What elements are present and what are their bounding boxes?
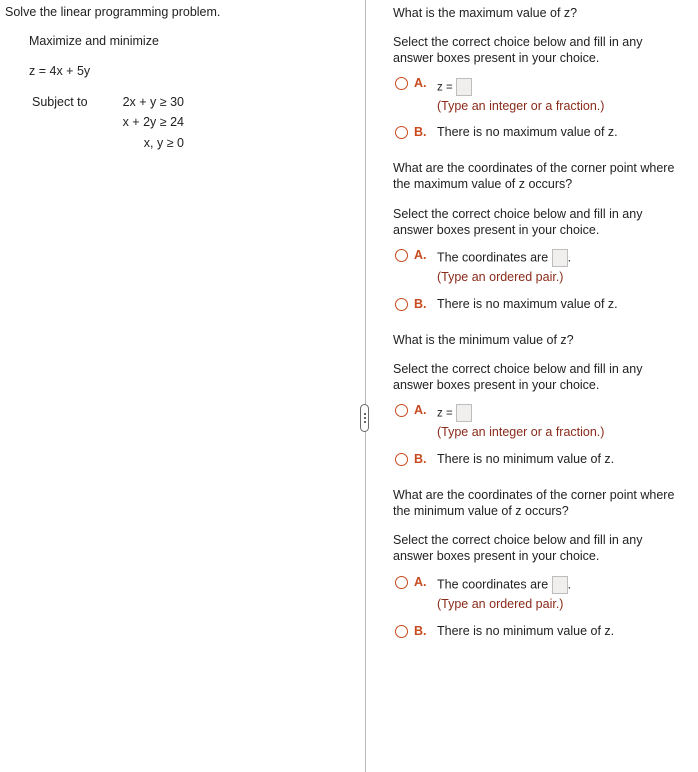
min-point-hint: (Type an ordered pair.) — [437, 597, 564, 611]
min-value-hint: (Type an integer or a fraction.) — [437, 425, 605, 439]
constraint-2: x + 2y ≥ 24 — [122, 115, 184, 129]
min-point-option-b-letter: B. — [414, 624, 427, 638]
problem-title: Solve the linear programming problem. — [5, 5, 221, 19]
z-label: z = — [437, 407, 453, 420]
min-value-prompt: What is the minimum value of z? — [393, 333, 574, 347]
min-value-option-a — [437, 404, 472, 422]
question-pane — [366, 0, 698, 772]
constraint-1: 2x + y ≥ 30 — [122, 95, 184, 109]
max-point-option-a — [437, 249, 571, 267]
max-value-answer-box[interactable] — [456, 78, 472, 96]
max-value-hint: (Type an integer or a fraction.) — [437, 99, 605, 113]
max-value-option-a-letter: A. — [414, 76, 427, 90]
max-point-prompt: What are the coordinates of the corner point where the maximum value of z occurs? — [393, 161, 675, 191]
max-point-option-b-letter: B. — [414, 297, 427, 311]
min-value-option-b-text: There is no minimum value of z. — [437, 452, 615, 466]
min-point-option-a-letter: A. — [414, 575, 427, 589]
period: . — [567, 577, 572, 592]
max-value-option-b-letter: B. — [414, 125, 427, 139]
max-point-option-b-text: There is no maximum value of z. — [437, 297, 618, 311]
coordinates-label: The coordinates are — [437, 250, 549, 265]
max-point-hint: (Type an ordered pair.) — [437, 270, 564, 284]
min-value-option-a-radio[interactable] — [395, 404, 408, 417]
coordinates-label: The coordinates are — [437, 577, 549, 592]
max-value-instruction: Select the correct choice below and fill in any answer boxes present in your choice. — [393, 35, 643, 65]
min-point-option-a-radio[interactable] — [395, 576, 408, 589]
min-point-option-b-text: There is no minimum value of z. — [437, 624, 615, 638]
min-point-answer-box[interactable] — [552, 576, 568, 594]
min-value-answer-box[interactable] — [456, 404, 472, 422]
objective-function: z = 4x + 5y — [29, 64, 91, 78]
max-point-option-a-radio[interactable] — [395, 249, 408, 262]
max-value-option-a — [437, 78, 472, 96]
min-point-prompt: What are the coordinates of the corner point where the minimum value of z occurs? — [393, 488, 675, 518]
min-point-instruction: Select the correct choice below and fill in any answer boxes present in your choice. — [393, 533, 643, 563]
z-label: z = — [437, 81, 453, 94]
max-value-prompt: What is the maximum value of z? — [393, 6, 578, 20]
constraint-3: x, y ≥ 0 — [143, 136, 184, 150]
max-point-answer-box[interactable] — [552, 249, 568, 267]
min-point-option-b-radio[interactable] — [395, 625, 408, 638]
min-value-option-a-letter: A. — [414, 403, 427, 417]
max-point-option-a-letter: A. — [414, 248, 427, 262]
max-point-instruction: Select the correct choice below and fill in any answer boxes present in your choice. — [393, 207, 643, 237]
min-value-option-b-radio[interactable] — [395, 453, 408, 466]
min-value-option-b-letter: B. — [414, 452, 427, 466]
max-value-option-b-radio[interactable] — [395, 126, 408, 139]
min-point-option-a — [437, 576, 571, 594]
max-value-option-a-radio[interactable] — [395, 77, 408, 90]
problem-task: Maximize and minimize — [29, 34, 159, 48]
max-point-option-b-radio[interactable] — [395, 298, 408, 311]
max-value-option-b-text: There is no maximum value of z. — [437, 125, 618, 139]
min-value-instruction: Select the correct choice below and fill in any answer boxes present in your choice. — [393, 362, 643, 392]
period: . — [567, 250, 572, 265]
subject-to-label: Subject to — [32, 95, 88, 109]
